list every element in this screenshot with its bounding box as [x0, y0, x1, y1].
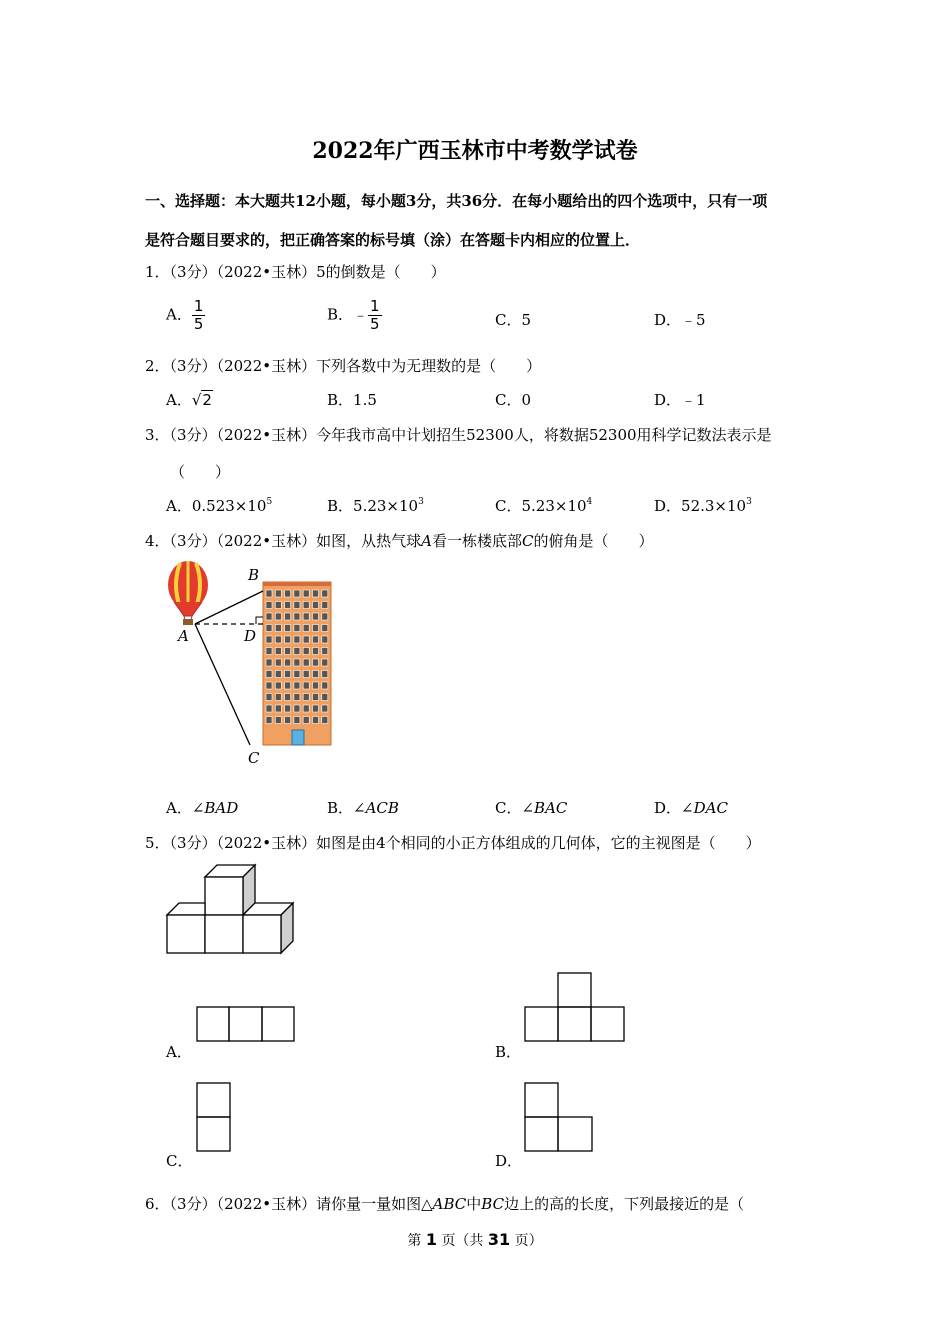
- window: [322, 717, 328, 724]
- window: [313, 717, 319, 724]
- line-ac: [195, 624, 250, 745]
- window: [303, 705, 309, 712]
- window: [275, 717, 281, 724]
- q3-option-a: A．$0.523\times 10^5$: [166, 497, 273, 515]
- window: [266, 636, 272, 643]
- fraction: $\frac{1}{5}$: [193, 297, 204, 333]
- window: [285, 705, 291, 712]
- window: [294, 705, 300, 712]
- window: [294, 613, 300, 620]
- window: [322, 659, 328, 666]
- q4-option-b: B．∠ACB: [327, 799, 399, 817]
- page-footer: 第 1 页（共 31 页）: [407, 1230, 543, 1249]
- q3-option-d: D．$52.3\times 10^3$: [654, 497, 752, 515]
- window: [303, 602, 309, 609]
- section-heading-line1: 一、选择题：本大题共12小题，每小题3分，共36分．在每小题给出的四个选项中，只有一项: [145, 192, 768, 210]
- window: [294, 625, 300, 632]
- q1-option-a: A． $\frac{1}{5}$: [166, 297, 204, 333]
- window: [303, 636, 309, 643]
- q1-option-d: D．﹣5: [654, 311, 706, 329]
- window: [266, 648, 272, 655]
- window: [322, 671, 328, 678]
- window: [285, 625, 291, 632]
- q1-option-b: B．﹣ $\frac{1}{5}$: [327, 297, 380, 333]
- page-title: 2022年广西玉林市中考数学试卷: [312, 138, 638, 164]
- q5-option-c-view: [196, 1082, 232, 1152]
- q5-option-d-view: [524, 1082, 594, 1152]
- window: [275, 625, 281, 632]
- window: [294, 682, 300, 689]
- window: [266, 671, 272, 678]
- window: [266, 590, 272, 597]
- q2-option-d: D．﹣1: [654, 391, 706, 409]
- window: [322, 613, 328, 620]
- q4-option-d: D．∠DAC: [654, 799, 728, 817]
- window: [275, 648, 281, 655]
- building-door: [292, 730, 304, 745]
- hot-air-balloon-icon: [168, 561, 208, 625]
- q3-option-c: C．$5.23\times 10^4$: [495, 497, 593, 515]
- question-2-stem: 2．（3分）（2022•玉林）下列各数中为无理数的是（ ）: [145, 357, 542, 375]
- window: [322, 602, 328, 609]
- balloon-building-figure: [160, 560, 340, 770]
- section-heading-line2: 是符合题目要求的，把正确答案的标号填（涂）在答题卡内相应的位置上．: [145, 231, 641, 249]
- window: [313, 659, 319, 666]
- label-a: A: [178, 627, 189, 645]
- window: [275, 705, 281, 712]
- window: [285, 648, 291, 655]
- q2-option-a: A．√2: [166, 391, 212, 409]
- question-3-stem-cont: （ ）: [170, 463, 231, 481]
- window: [303, 613, 309, 620]
- window: [322, 705, 328, 712]
- q3-option-b: B．$5.23\times 10^3$: [327, 497, 424, 515]
- window: [285, 590, 291, 597]
- q2-option-b: B．1.5: [327, 391, 377, 409]
- window: [275, 659, 281, 666]
- window: [285, 659, 291, 666]
- window: [303, 717, 309, 724]
- page-number: 1: [425, 1230, 437, 1249]
- q5-option-b-view: [524, 972, 626, 1042]
- window: [285, 613, 291, 620]
- window: [313, 682, 319, 689]
- question-6-stem: 6．（3分）（2022•玉林）请你量一量如图△ABC中BC边上的高的长度，下列最接近的是（: [145, 1195, 745, 1213]
- window: [322, 590, 328, 597]
- window: [294, 659, 300, 666]
- window: [285, 682, 291, 689]
- window: [266, 659, 272, 666]
- window: [266, 682, 272, 689]
- window: [294, 602, 300, 609]
- window: [266, 625, 272, 632]
- q2-option-c: C．0: [495, 391, 532, 409]
- window: [275, 694, 281, 701]
- right-angle-mark: [256, 617, 263, 624]
- window: [303, 682, 309, 689]
- window: [313, 694, 319, 701]
- window: [294, 648, 300, 655]
- window: [275, 636, 281, 643]
- window: [313, 602, 319, 609]
- square-root: √2: [191, 391, 212, 409]
- window: [313, 636, 319, 643]
- label-d: D: [244, 627, 257, 645]
- window: [322, 648, 328, 655]
- q5-option-a-label: A．: [166, 1043, 192, 1061]
- window: [322, 625, 328, 632]
- window: [322, 694, 328, 701]
- window: [303, 659, 309, 666]
- q5-option-d-label: D．: [495, 1152, 523, 1170]
- window: [294, 636, 300, 643]
- q4-option-c: C．∠BAC: [495, 799, 568, 817]
- window: [313, 648, 319, 655]
- window: [322, 636, 328, 643]
- q5-option-b-label: B．: [495, 1043, 522, 1061]
- q1-option-c: C．5: [495, 311, 532, 329]
- q4-option-a: A．∠BAD: [166, 799, 239, 817]
- window: [313, 613, 319, 620]
- question-5-stem: 5．（3分）（2022•玉林）如图是由4个相同的小正方体组成的几何体，它的主视图是（ ）: [145, 834, 761, 852]
- window: [285, 694, 291, 701]
- window: [294, 717, 300, 724]
- window: [275, 682, 281, 689]
- label-c: C: [248, 749, 260, 767]
- window: [294, 671, 300, 678]
- cube-solid-figure: [166, 862, 298, 958]
- window: [313, 625, 319, 632]
- window: [266, 613, 272, 620]
- window: [303, 590, 309, 597]
- building-roof: [263, 582, 331, 586]
- q5-option-c-label: C．: [166, 1152, 193, 1170]
- question-4-stem: 4．（3分）（2022•玉林）如图，从热气球A看一栋楼底部C的俯角是（ ）: [145, 532, 654, 550]
- window: [294, 590, 300, 597]
- window: [275, 602, 281, 609]
- window: [275, 671, 281, 678]
- window: [285, 636, 291, 643]
- window: [313, 705, 319, 712]
- question-3-stem: 3．（3分）（2022•玉林）今年我市高中计划招生52300人，将数据52300用科学记数法表示是: [145, 426, 772, 444]
- window: [266, 602, 272, 609]
- window: [266, 717, 272, 724]
- label-b: B: [248, 566, 260, 584]
- window: [285, 602, 291, 609]
- question-1-stem: 1．（3分）（2022•玉林）5的倒数是（ ）: [145, 263, 446, 281]
- window: [313, 671, 319, 678]
- window: [313, 590, 319, 597]
- window: [275, 613, 281, 620]
- window: [275, 590, 281, 597]
- window: [285, 717, 291, 724]
- window: [294, 694, 300, 701]
- window: [285, 671, 291, 678]
- window: [303, 625, 309, 632]
- window: [266, 694, 272, 701]
- fraction: $\frac{1}{5}$: [370, 297, 380, 333]
- window: [303, 694, 309, 701]
- window: [322, 682, 328, 689]
- q5-option-a-view: [196, 1006, 296, 1042]
- total-pages: 31: [487, 1230, 511, 1249]
- window: [266, 705, 272, 712]
- window: [303, 648, 309, 655]
- window: [303, 671, 309, 678]
